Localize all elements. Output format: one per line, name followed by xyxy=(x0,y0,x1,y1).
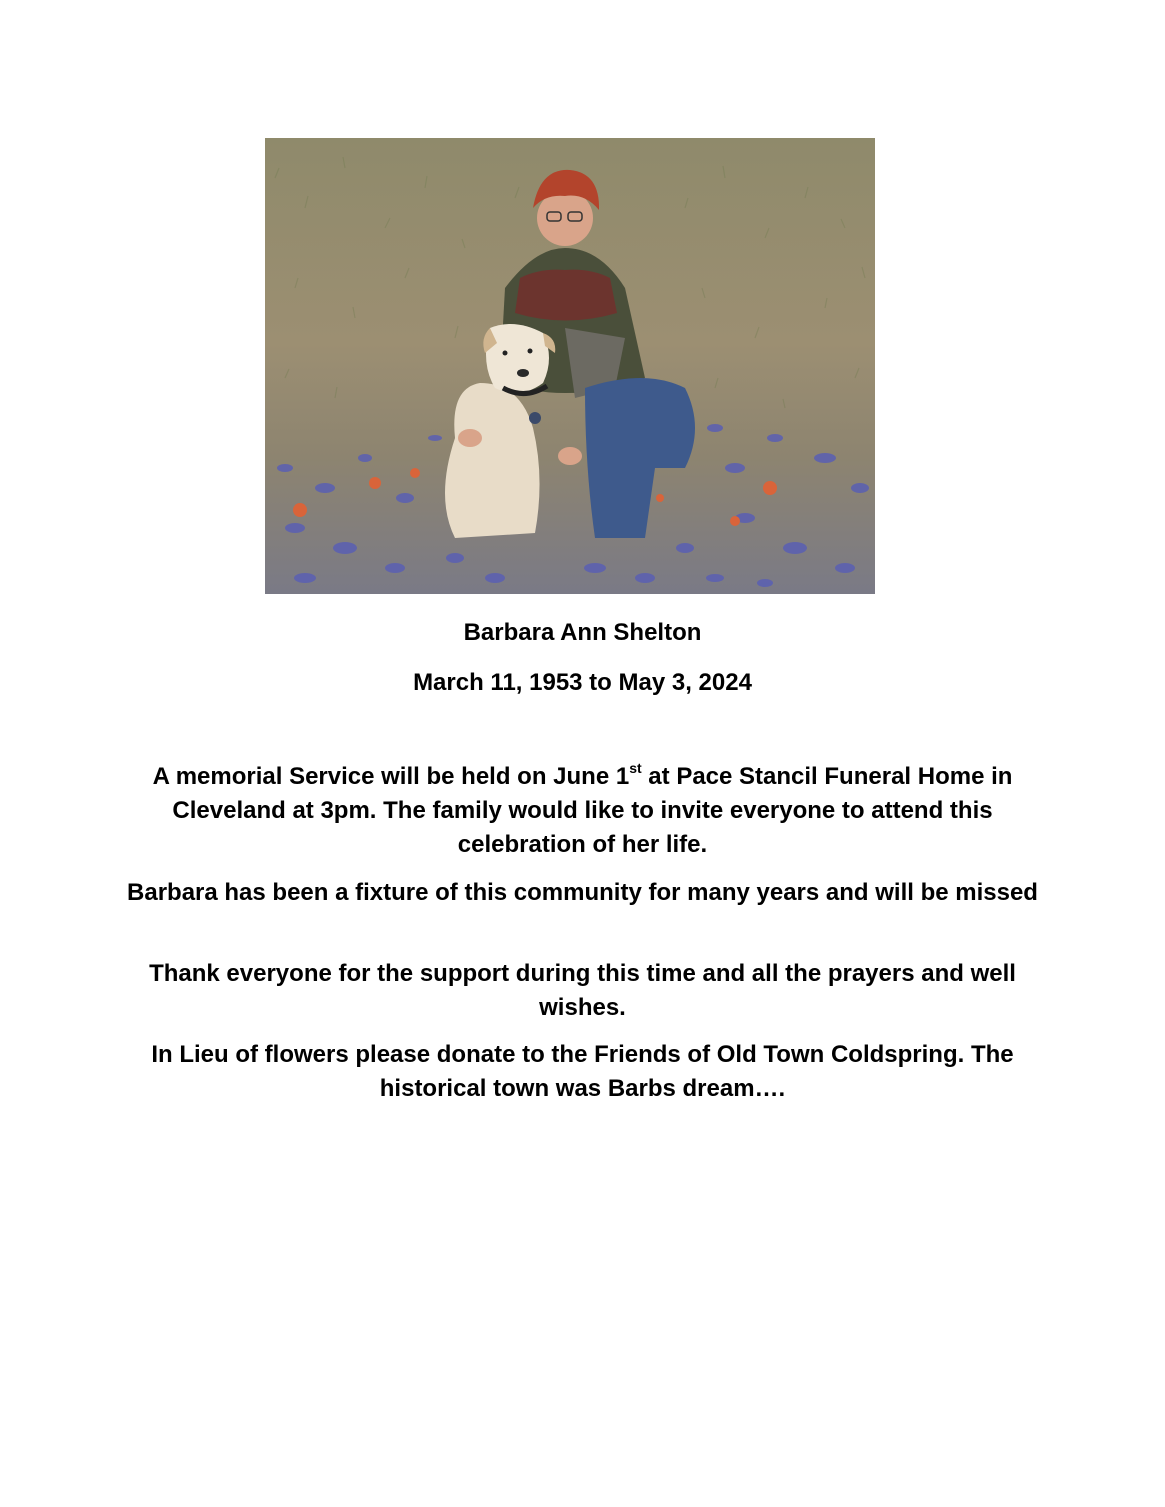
memorial-service-paragraph xyxy=(120,760,1045,862)
service-text-end: at Pace Stancil Funeral Home in Cleveland at 3pm. The family would like to invite everyone to attend this celebration of her life. xyxy=(172,763,1013,858)
donation-paragraph: In Lieu of flowers please donate to the Friends of Old Town Coldspring. The historical town was Barbs dream…. xyxy=(151,1041,1014,1102)
deceased-name: Barbara Ann Shelton xyxy=(463,619,702,646)
service-text-start: A memorial Service will be held on June 1 xyxy=(152,763,630,790)
life-dates: March 11, 1953 to May 3, 2024 xyxy=(413,669,752,696)
community-paragraph: Barbara has been a fixture of this community for many years and will be missed xyxy=(127,879,1038,906)
thanks-paragraph: Thank everyone for the support during this time and all the prayers and well wishes. xyxy=(149,960,1016,1021)
service-date-suffix: st xyxy=(629,760,642,776)
photo-woman-and-dog xyxy=(265,138,875,594)
memorial-photo xyxy=(265,138,875,594)
